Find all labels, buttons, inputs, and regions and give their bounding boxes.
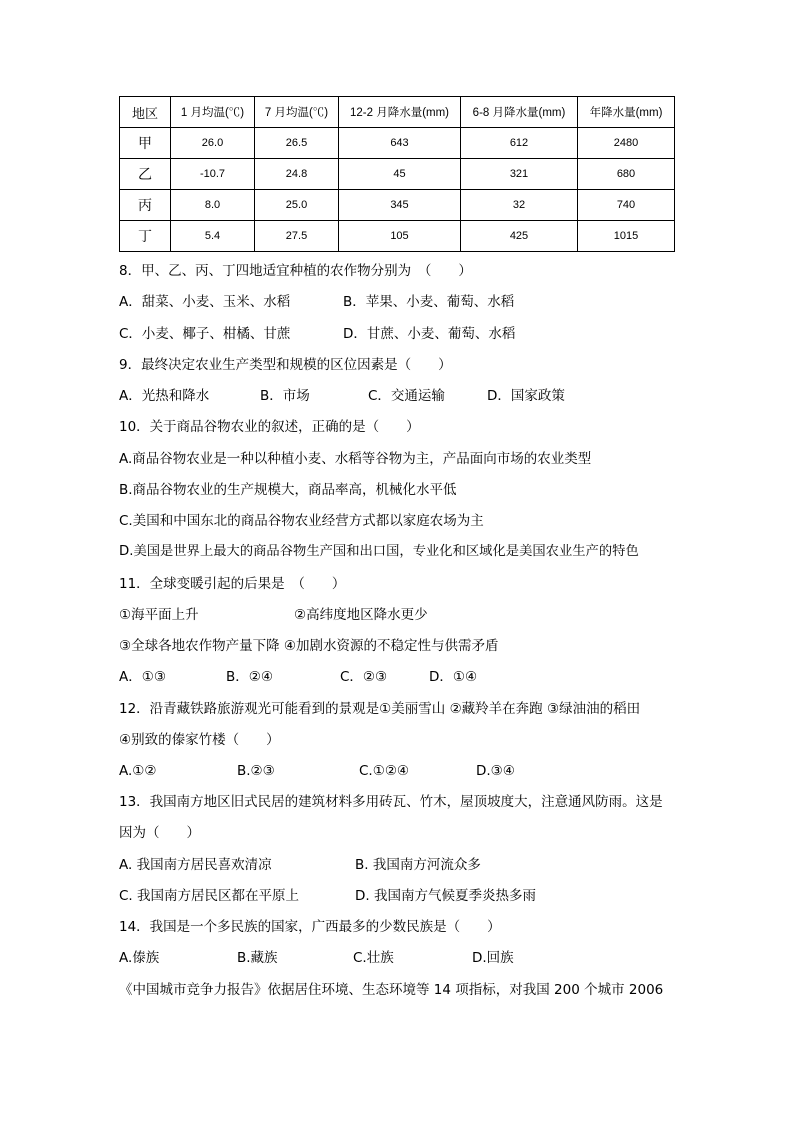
question-11-option-a: A．①③	[119, 669, 166, 685]
question-10-option-c: C.美国和中国东北的商品谷物农业经营方式都以家庭农场为主	[119, 513, 484, 529]
table-cell: 26.5	[255, 128, 339, 159]
question-14-option-b: B.藏族	[237, 950, 278, 966]
table-cell: 27.5	[255, 221, 339, 252]
question-11-items-3-4: ③全球各地农作物产量下降 ④加剧水资源的不稳定性与供需矛盾	[119, 638, 499, 654]
table-cell: 321	[461, 159, 578, 190]
question-13-option-b: B. 我国南方河流众多	[355, 857, 481, 873]
question-10-stem: 10．关于商品谷物农业的叙述，正确的是（ ）	[119, 419, 420, 435]
table-row	[120, 221, 675, 252]
question-10-option-a: A.商品谷物农业是一种以种植小麦、水稻等谷物为主，产品面向市场的农业类型	[119, 451, 592, 467]
question-8-stem: 8．甲、乙、丙、丁四地适宜种植的农作物分别为 （ ）	[119, 263, 472, 279]
question-11-stem: 11．全球变暖引起的后果是 （ ）	[119, 576, 346, 592]
table-cell: 345	[339, 190, 461, 221]
question-14-option-a: A.傣族	[119, 950, 160, 966]
question-10-option-d: D.美国是世界上最大的商品谷物生产国和出口国，专业化和区域化是美国农业生产的特色	[119, 544, 639, 559]
question-12-option-b: B.②③	[237, 763, 275, 779]
question-14-stem: 14．我国是一个多民族的国家，广西最多的少数民族是（ ）	[119, 919, 501, 935]
climate-data-table	[119, 96, 675, 252]
question-14-option-c: C.壮族	[353, 950, 394, 966]
table-cell: 45	[339, 159, 461, 190]
question-8-option-c: C．小麦、椰子、柑橘、甘蔗	[119, 326, 291, 342]
question-9-option-d: D．国家政策	[487, 388, 565, 404]
question-9-option-a: A．光热和降水	[119, 388, 210, 404]
table-header-cell: 年降水量(mm)	[578, 97, 675, 128]
question-12-stem-line-2: ④别致的傣家竹楼（ ）	[119, 732, 280, 748]
table-cell: 643	[339, 128, 461, 159]
table-header-cell: 1 月均温(℃)	[171, 97, 255, 128]
table-cell: 1015	[578, 221, 675, 252]
question-10-option-b: B.商品谷物农业的生产规模大，商品率高，机械化水平低	[119, 482, 457, 498]
question-8-option-a: A．甜菜、小麦、玉米、水稻	[119, 294, 291, 310]
table-cell: 680	[578, 159, 675, 190]
table-row	[120, 128, 675, 159]
table-cell: -10.7	[171, 159, 255, 190]
question-13-option-d: D. 我国南方气候夏季炎热多雨	[355, 888, 536, 904]
table-cell: 丁	[120, 221, 171, 252]
table-cell: 2480	[578, 128, 675, 159]
question-9-stem: 9．最终决定农业生产类型和规模的区位因素是（ ）	[119, 357, 452, 373]
table-header-cell: 6-8 月降水量(mm)	[461, 97, 578, 128]
table-cell: 32	[461, 190, 578, 221]
table-cell: 丙	[120, 190, 171, 221]
question-11-option-b: B．②④	[226, 669, 273, 685]
question-12-stem-line-1: 12．沿青藏铁路旅游观光可能看到的景观是①美丽雪山 ②藏羚羊在奔跑 ③绿油油的稻田	[119, 701, 641, 717]
trailing-passage-text: 《中国城市竞争力报告》依据居住环境、生态环境等 14 项指标，对我国 200 个城市 2006	[119, 982, 664, 998]
question-13-option-c: C. 我国南方居民区都在平原上	[119, 888, 300, 904]
table-header-cell: 地区	[120, 97, 171, 128]
question-13-option-a: A. 我国南方居民喜欢清凉	[119, 857, 272, 873]
question-8-option-b: B．苹果、小麦、葡萄、水稻	[343, 294, 515, 310]
table-cell: 25.0	[255, 190, 339, 221]
table-header-row	[120, 97, 675, 128]
question-11-option-d: D．①④	[429, 669, 478, 685]
question-11-option-c: C．②③	[340, 669, 388, 685]
question-13-stem-line-2: 因为（ ）	[119, 825, 200, 841]
table-row	[120, 159, 675, 190]
question-14-option-d: D.回族	[472, 950, 514, 966]
question-12-option-a: A.①②	[119, 763, 157, 779]
table-header-cell: 7 月均温(℃)	[255, 97, 339, 128]
table-cell: 24.8	[255, 159, 339, 190]
question-12-option-c: C.①②④	[359, 763, 410, 779]
table-cell: 8.0	[171, 190, 255, 221]
question-12-option-d: D.③④	[476, 763, 515, 779]
table-header-cell: 12-2 月降水量(mm)	[339, 97, 461, 128]
table-cell: 甲	[120, 128, 171, 159]
table-cell: 740	[578, 190, 675, 221]
question-9-option-c: C．交通运输	[368, 388, 445, 404]
question-8-option-d: D．甘蔗、小麦、葡萄、水稻	[343, 326, 516, 342]
table-cell: 105	[339, 221, 461, 252]
question-9-option-b: B．市场	[260, 388, 310, 404]
table-cell: 612	[461, 128, 578, 159]
table-row	[120, 190, 675, 221]
table-cell: 425	[461, 221, 578, 252]
question-13-stem-line-1: 13．我国南方地区旧式民居的建筑材料多用砖瓦、竹木，屋顶坡度大，注意通风防雨。这是	[119, 794, 663, 810]
table-cell: 乙	[120, 159, 171, 190]
question-11-item-2: ②高纬度地区降水更少	[294, 607, 428, 623]
table-cell: 5.4	[171, 221, 255, 252]
table-cell: 26.0	[171, 128, 255, 159]
question-11-item-1: ①海平面上升	[119, 607, 199, 623]
